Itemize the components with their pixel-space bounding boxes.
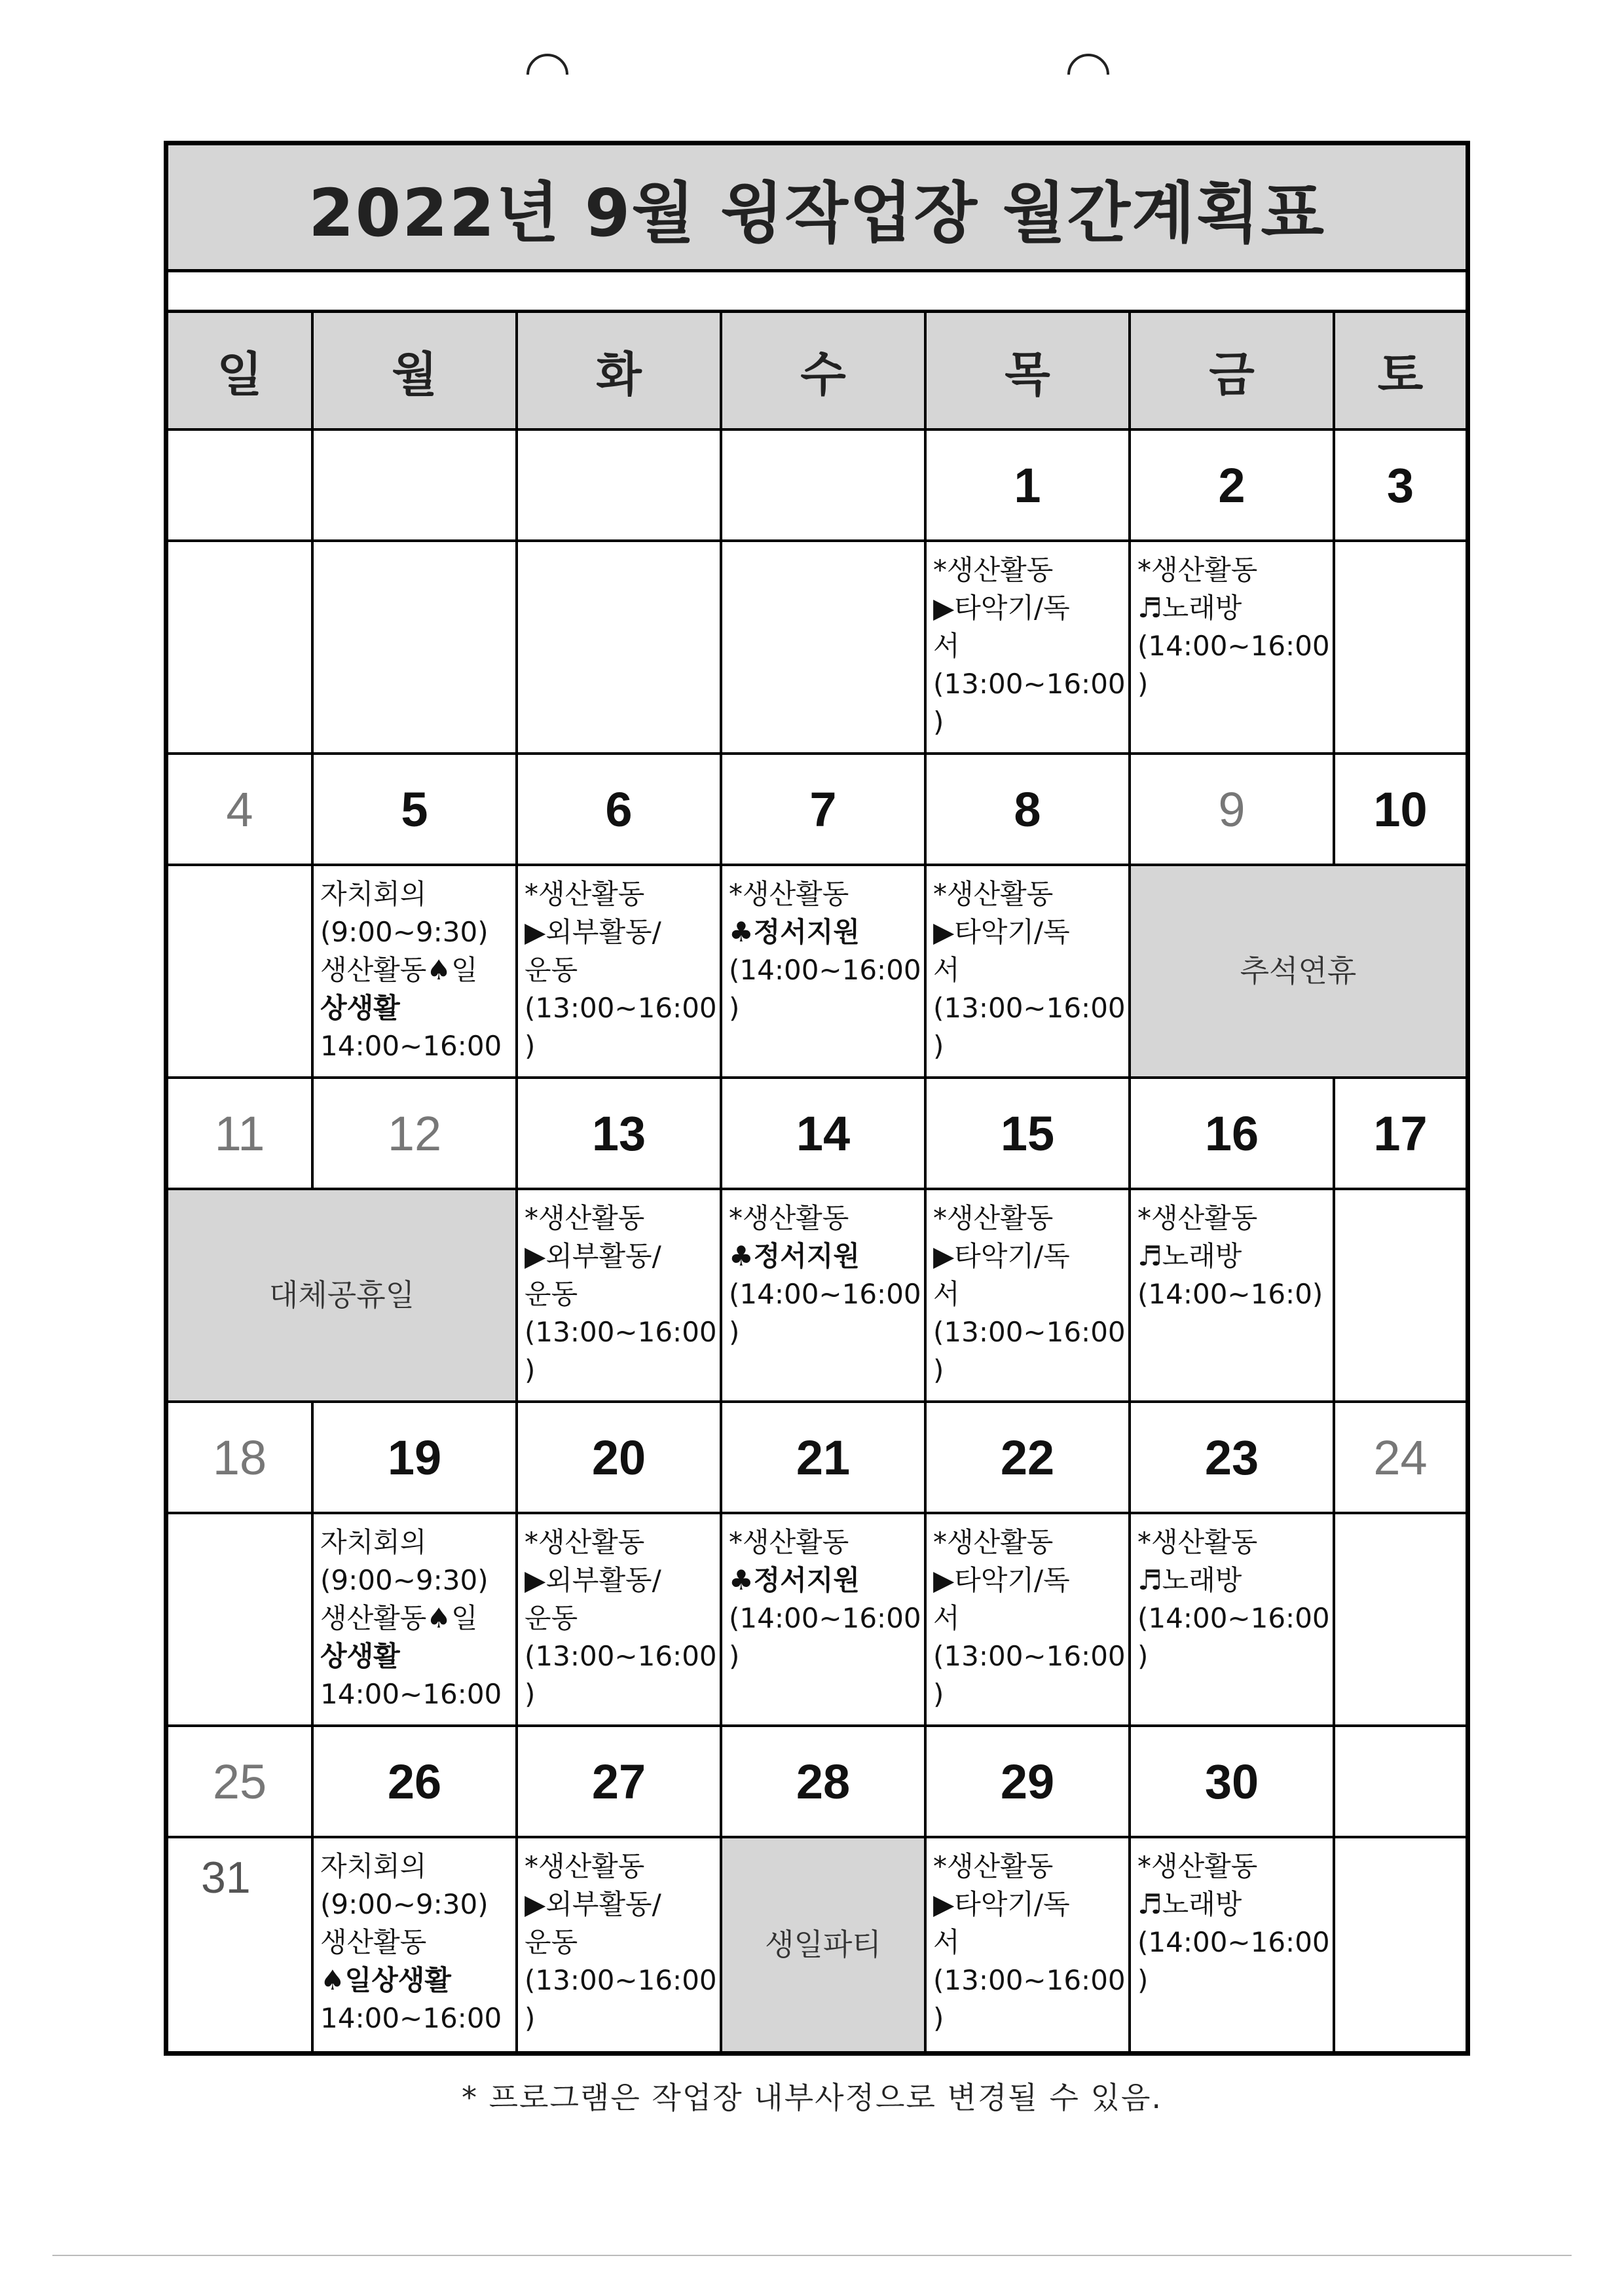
schedule-cell <box>927 866 1131 1079</box>
date-number: 8 <box>927 755 1131 866</box>
schedule-line: 생산활동♠일 <box>320 1601 478 1634</box>
schedule-line: ▶외부활동/ <box>525 1239 661 1272</box>
schedule-line: (13:00~16:00 <box>525 1963 717 1996</box>
schedule-cell <box>1131 1514 1335 1727</box>
schedule-line: ♬노래방 <box>1137 1563 1242 1596</box>
schedule-line: ) <box>933 1353 944 1386</box>
binder-hole-right-icon <box>1067 54 1109 96</box>
schedule-line: (9:00~9:30) <box>320 1887 489 1920</box>
schedule-cell <box>518 1838 722 2051</box>
schedule-cell <box>927 1190 1131 1403</box>
empty-cell <box>518 542 722 755</box>
schedule-line: ) <box>933 1677 944 1710</box>
schedule-line: *생산활동 <box>729 1526 849 1558</box>
schedule-line: ▶타악기/독 <box>933 1887 1070 1920</box>
schedule-cell <box>927 1514 1131 1727</box>
schedule-cell <box>722 1514 927 1727</box>
day-of-week-header: 일 <box>168 313 314 431</box>
date-number: 23 <box>1131 1403 1335 1514</box>
schedule-line: ▶타악기/독 <box>933 1563 1070 1596</box>
schedule-line: (13:00~16:00 <box>525 1315 717 1348</box>
schedule-line: *생산활동 <box>525 1850 645 1882</box>
date-number: 5 <box>314 755 518 866</box>
schedule-line: ♬노래방 <box>1137 1887 1242 1920</box>
date-number <box>168 431 314 542</box>
schedule-line: ▶외부활동/ <box>525 1563 661 1596</box>
schedule-line: 14:00~16:00 <box>320 2001 502 2034</box>
date-number: 9 <box>1131 755 1335 866</box>
schedule-line: ) <box>933 1029 944 1062</box>
schedule-line: ▶타악기/독 <box>933 591 1070 624</box>
schedule-line: ) <box>933 705 944 738</box>
date-number: 18 <box>168 1403 314 1514</box>
schedule-line: 운동 <box>525 1277 578 1310</box>
day-of-week-header: 금 <box>1131 313 1335 431</box>
schedule-line: *생산활동 <box>1137 554 1258 586</box>
schedule-line: ) <box>729 991 740 1024</box>
date-number: 15 <box>927 1079 1131 1190</box>
date-number: 27 <box>518 1727 722 1838</box>
empty-cell <box>722 542 927 755</box>
schedule-line: ) <box>1137 667 1149 700</box>
schedule-line: ) <box>1137 1639 1149 1672</box>
date-number <box>722 431 927 542</box>
schedule-line: *생산활동 <box>1137 1202 1258 1234</box>
schedule-line: 14:00~16:00 <box>320 1029 502 1062</box>
empty-cell <box>1335 1514 1466 1727</box>
schedule-cell <box>314 866 518 1079</box>
schedule-line: 운동 <box>525 953 578 986</box>
schedule-line: (14:00~16:00 <box>1137 1601 1330 1634</box>
schedule-line: ♣정서지원 <box>729 915 860 948</box>
schedule-line: *생산활동 <box>933 878 1054 910</box>
schedule-cell <box>722 866 927 1079</box>
empty-cell <box>168 1514 314 1727</box>
schedule-line: ♣정서지원 <box>729 1563 860 1596</box>
schedule-cell <box>518 866 722 1079</box>
schedule-cell <box>927 542 1131 755</box>
schedule-line: 자치회의 <box>320 1526 427 1558</box>
schedule-line: ) <box>525 1677 536 1710</box>
schedule-line: (13:00~16:00 <box>933 1639 1126 1672</box>
schedule-line: ▶외부활동/ <box>525 1887 661 1920</box>
schedule-cell <box>518 1190 722 1403</box>
date-number: 4 <box>168 755 314 866</box>
schedule-line: *생산활동 <box>933 1202 1054 1234</box>
schedule-cell <box>1131 1190 1335 1403</box>
date-number: 30 <box>1131 1727 1335 1838</box>
schedule-line: (14:00~16:00 <box>1137 1925 1330 1958</box>
schedule-cell <box>314 1514 518 1727</box>
date-number: 22 <box>927 1403 1131 1514</box>
date-number: 2 <box>1131 431 1335 542</box>
date-number: 1 <box>927 431 1131 542</box>
date-number: 21 <box>722 1403 927 1514</box>
day-of-week-header: 목 <box>927 313 1131 431</box>
title-bar <box>168 145 1466 272</box>
binder-hole-left-icon <box>526 54 568 96</box>
schedule-cell <box>1131 542 1335 755</box>
event-cell <box>722 1838 927 2051</box>
date-number: 13 <box>518 1079 722 1190</box>
schedule-line: ♣정서지원 <box>729 1239 860 1272</box>
schedule-line: ♠일상생활 <box>320 1963 451 1996</box>
schedule-line: (14:00~16:00 <box>1137 629 1330 662</box>
schedule-line: (13:00~16:00 <box>933 1963 1126 1996</box>
schedule-line: ) <box>525 2001 536 2034</box>
empty-cell <box>168 866 314 1079</box>
date-number: 14 <box>722 1079 927 1190</box>
schedule-line: (14:00~16:00 <box>729 1601 921 1634</box>
schedule-line: ♬노래방 <box>1137 1239 1242 1272</box>
schedule-line: (13:00~16:00 <box>525 991 717 1024</box>
schedule-line: ▶타악기/독 <box>933 915 1070 948</box>
bottom-rule <box>52 2255 1572 2256</box>
schedule-line: (9:00~9:30) <box>320 915 489 948</box>
date-number: 3 <box>1335 431 1466 542</box>
date-number: 6 <box>518 755 722 866</box>
schedule-line: ) <box>525 1353 536 1386</box>
empty-cell <box>168 542 314 755</box>
page-title: 2022년 9월 윙작업장 월간계획표 <box>308 174 1325 251</box>
date-number: 10 <box>1335 755 1466 866</box>
empty-cell <box>1335 542 1466 755</box>
schedule-line: ♬노래방 <box>1137 591 1242 624</box>
spacer-row <box>168 272 1466 313</box>
schedule-line: *생산활동 <box>933 1850 1054 1882</box>
schedule-line: *생산활동 <box>1137 1850 1258 1882</box>
event-label: 대체공휴일 <box>268 1277 415 1313</box>
schedule-line: ) <box>729 1639 740 1672</box>
schedule-line: 자치회의 <box>320 1850 427 1882</box>
schedule-line: 서 <box>933 629 960 662</box>
event-cell <box>1131 866 1466 1079</box>
schedule-line: 상생활 <box>320 1639 400 1672</box>
schedule-line: 서 <box>933 1601 960 1634</box>
day-of-week-header: 토 <box>1335 313 1466 431</box>
schedule-line: ) <box>729 1315 740 1348</box>
date-number: 7 <box>722 755 927 866</box>
date-number: 17 <box>1335 1079 1466 1190</box>
schedule-line: (13:00~16:00 <box>933 991 1126 1024</box>
schedule-line: *생산활동 <box>933 554 1054 586</box>
schedule-line: *생산활동 <box>525 1526 645 1558</box>
schedule-line: ) <box>933 2001 944 2034</box>
schedule-line: 생산활동 <box>320 1925 427 1958</box>
schedule-line: 생산활동♠일 <box>320 953 478 986</box>
schedule-cell <box>518 1514 722 1727</box>
schedule-line: 서 <box>933 1277 960 1310</box>
schedule-line: *생산활동 <box>525 1202 645 1234</box>
schedule-line: 상생활 <box>320 991 400 1024</box>
date-number: 24 <box>1335 1403 1466 1514</box>
schedule-line: 서 <box>933 1925 960 1958</box>
date-number: 29 <box>927 1727 1131 1838</box>
schedule-line: ) <box>1137 1963 1149 1996</box>
schedule-line: 14:00~16:00 <box>320 1677 502 1710</box>
empty-cell <box>1335 1190 1466 1403</box>
schedule-line: ▶타악기/독 <box>933 1239 1070 1272</box>
schedule-cell <box>1131 1838 1335 2051</box>
schedule-line: *생산활동 <box>729 1202 849 1234</box>
event-label: 생일파티 <box>765 1926 881 1962</box>
day-of-week-header: 화 <box>518 313 722 431</box>
date-number: 16 <box>1131 1079 1335 1190</box>
date-number <box>314 431 518 542</box>
schedule-line: 서 <box>933 953 960 986</box>
date-number: 19 <box>314 1403 518 1514</box>
date-number: 28 <box>722 1727 927 1838</box>
schedule-line: (14:00~16:00 <box>729 1277 921 1310</box>
schedule-line: (14:00~16:00 <box>729 953 921 986</box>
schedule-line: (9:00~9:30) <box>320 1563 489 1596</box>
event-label: 추석연휴 <box>1240 953 1357 989</box>
schedule-line: (13:00~16:00 <box>933 667 1126 700</box>
empty-cell <box>1335 1838 1466 2051</box>
schedule-line: *생산활동 <box>933 1526 1054 1558</box>
schedule-line: ▶외부활동/ <box>525 915 661 948</box>
date-number <box>1335 1727 1466 1838</box>
schedule-cell <box>722 1190 927 1403</box>
event-cell <box>168 1190 518 1403</box>
calendar-grid <box>168 313 1466 2051</box>
date-number <box>518 431 722 542</box>
schedule-line: 운동 <box>525 1601 578 1634</box>
day-of-week-header: 월 <box>314 313 518 431</box>
calendar-frame <box>164 141 1470 2056</box>
schedule-line: 자치회의 <box>320 878 427 910</box>
schedule-line: (13:00~16:00 <box>933 1315 1126 1348</box>
schedule-cell <box>927 1838 1131 2051</box>
date-number: 11 <box>168 1079 314 1190</box>
schedule-line: *생산활동 <box>525 878 645 910</box>
schedule-cell <box>314 1838 518 2051</box>
empty-cell <box>314 542 518 755</box>
schedule-line: *생산활동 <box>729 878 849 910</box>
day-of-week-header: 수 <box>722 313 927 431</box>
date-number: 31 <box>168 1838 314 2051</box>
schedule-line: ) <box>525 1029 536 1062</box>
date-number: 12 <box>314 1079 518 1190</box>
schedule-line: (13:00~16:00 <box>525 1639 717 1672</box>
schedule-line: *생산활동 <box>1137 1526 1258 1558</box>
date-number: 26 <box>314 1727 518 1838</box>
date-number: 25 <box>168 1727 314 1838</box>
date-number: 20 <box>518 1403 722 1514</box>
footer-note: * 프로그램은 작업장 내부사정으로 변경될 수 있음. <box>461 2080 1163 2115</box>
schedule-line: (14:00~16:0) <box>1137 1277 1323 1310</box>
schedule-line: 운동 <box>525 1925 578 1958</box>
